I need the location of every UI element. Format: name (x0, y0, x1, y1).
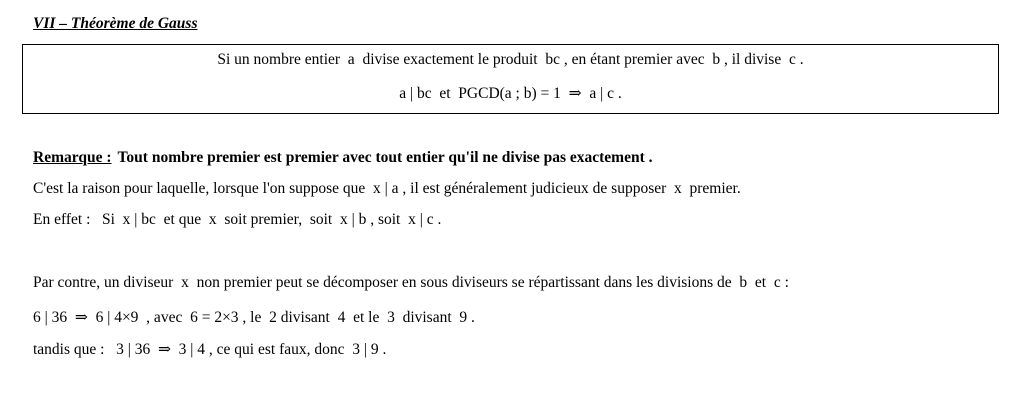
remark-line (33, 149, 652, 167)
remark-example: En effet : Si x | bc et que x soit premier, soit x | b , soit x | c . (33, 211, 442, 228)
theorem-statement: Si un nombre entier a divise exactement le produit bc , en étant premier avec b , il divise c . (217, 51, 804, 68)
remark-statement: Tout nombre premier est premier avec tout entier qu'il ne divise pas exactement . (117, 149, 653, 166)
contre-example-1: 6 | 36 ⇒ 6 | 4×9 , avec 6 = 2×3 , le 2 divisant 4 et le 3 divisant 9 . (33, 309, 475, 326)
remark-label: Remarque : (33, 149, 112, 166)
remark-explanation: C'est la raison pour laquelle, lorsque l'on suppose que x | a , il est généralement judicieux de supposer x premier. (33, 180, 741, 197)
theorem-box (22, 44, 999, 114)
contre-intro: Par contre, un diviseur x non premier peut se décomposer en sous diviseurs se répartissant dans les divisions de b et c : (33, 274, 789, 291)
section-title: VII – Théorème de Gauss (33, 15, 198, 32)
theorem-formula: a | bc et PGCD(a ; b) = 1 ⇒ a | c . (399, 85, 622, 102)
contre-example-2: tandis que : 3 | 36 ⇒ 3 | 4 , ce qui est faux, donc 3 | 9 . (33, 341, 387, 358)
